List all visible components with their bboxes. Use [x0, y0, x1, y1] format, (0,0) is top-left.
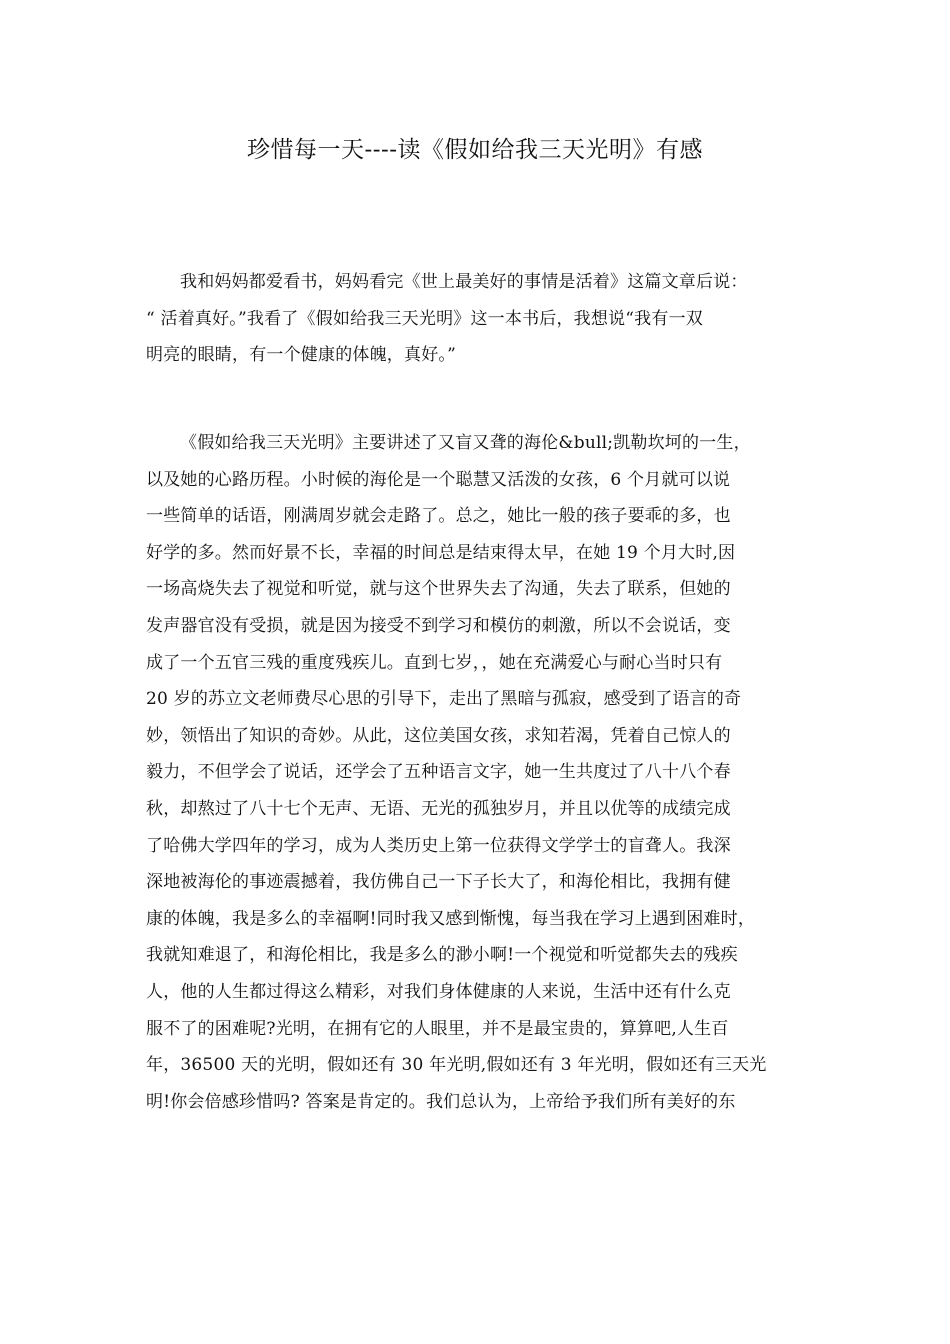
- paragraph-line: 人，他的人生都过得这么精彩，对我们身体健康的人来说，生活中还有什么克: [146, 981, 731, 1002]
- paragraph-line: 服不了的困难呢?光明，在拥有它的人眼里，并不是最宝贵的，算算吧,人生百: [146, 1018, 729, 1039]
- paragraph-line: 好学的多。然而好景不长，幸福的时间总是结束得太早，在她 19 个月大时,因: [146, 542, 736, 563]
- paragraph-line: 我就知难退了，和海伦相比，我是多么的渺小啊!一个视觉和听觉都失去的残疾: [146, 945, 738, 966]
- paragraph-line: 20 岁的苏立文老师费尽心思的引导下，走出了黑暗与孤寂，感受到了语言的奇: [146, 689, 742, 710]
- paragraph-line: 了哈佛大学四年的学习，成为人类历史上第一位获得文学学士的盲聋人。我深: [146, 835, 731, 856]
- paragraph-line: 我和妈妈都爱看书，妈妈看完《世上最美好的事情是活着》这篇文章后说：: [180, 272, 748, 292]
- paragraph-line: 年，36500 天的光明，假如还有 30 年光明,假如还有 3 年光明，假如还有三天光: [146, 1055, 767, 1076]
- paragraph-line: 妙，领悟出了知识的奇妙。从此，这位美国女孩，求知若渴，凭着自己惊人的: [146, 725, 731, 746]
- paragraph-2: [146, 425, 810, 1120]
- paragraph-1: [146, 264, 810, 374]
- paragraph-line: 秋，却熬过了八十七个无声、无语、无光的孤独岁月，并且以优等的成绩完成: [146, 798, 731, 819]
- paragraph-line: 毅力，不但学会了说话，还学会了五种语言文字，她一生共度过了八十八个春: [146, 762, 731, 783]
- paragraph-line: 一些简单的话语，刚满周岁就会走路了。总之，她比一般的孩子要乖的多，也: [146, 506, 731, 527]
- paragraph-line: 《假如给我三天光明》主要讲述了又盲又聋的海伦&bull;凯勒坎坷的一生，: [180, 433, 751, 453]
- paragraph-line: 明亮的眼睛，有一个健康的体魄，真好。”: [146, 345, 456, 366]
- paragraph-line: 康的体魄，我是多么的幸福啊!同时我又感到惭愧，每当我在学习上遇到困难时，: [146, 908, 756, 929]
- paragraph-line: 发声器官没有受损，就是因为接受不到学习和模仿的刺激，所以不会说话，变: [146, 615, 731, 636]
- paragraph-line: 一场高烧失去了视觉和听觉，就与这个世界失去了沟通，失去了联系，但她的: [146, 579, 731, 600]
- paragraph-line: 以及她的心路历程。小时候的海伦是一个聪慧又活泼的女孩，6 个月就可以说: [146, 469, 731, 490]
- paragraph-line: “ 活着真好。”我看了《假如给我三天光明》这一本书后，我想说“我有一双: [146, 308, 703, 329]
- document-title: 珍惜每一天----读《假如给我三天光明》有感: [246, 137, 704, 163]
- paragraph-line: 明!你会倍感珍惜吗? 答案是肯定的。我们总认为，上帝给予我们所有美好的东: [146, 1091, 736, 1112]
- paragraph-line: 成了一个五官三残的重度残疾儿。直到七岁，，她在充满爱心与耐心当时只有: [146, 652, 723, 673]
- paragraph-line: 深地被海伦的事迹震撼着，我仿佛自己一下子长大了，和海伦相比，我拥有健: [146, 872, 731, 893]
